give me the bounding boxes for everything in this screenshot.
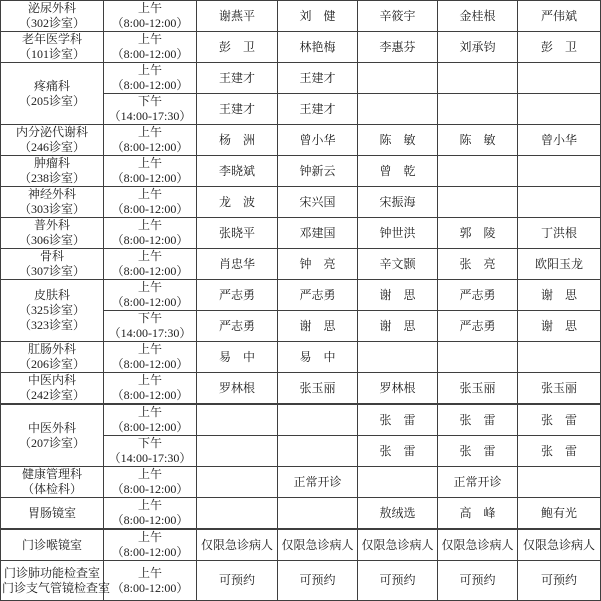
department-name: 皮肤科 — [33, 288, 70, 302]
schedule-cell: 龙 波 — [197, 187, 278, 218]
schedule-cell — [278, 498, 358, 530]
schedule-cell: 钟世洪 — [358, 218, 438, 249]
session-hours: （8:00-12:00） — [111, 140, 189, 154]
schedule-cell — [358, 63, 438, 94]
department-room: （101诊室） — [18, 47, 85, 61]
schedule-cell: 张玉丽 — [278, 373, 358, 405]
schedule-cell: 可预约 — [358, 561, 438, 601]
schedule-cell — [278, 436, 358, 467]
schedule-cell: 张 雷 — [358, 436, 438, 467]
session-hours: （8:00-12:00） — [111, 580, 189, 595]
department-name: 门诊支气管镜检查室 — [2, 580, 111, 595]
schedule-cell: 钟新云 — [278, 156, 358, 187]
department-room: （306诊室） — [18, 233, 85, 247]
session-time-cell — [104, 373, 197, 405]
session-time-cell — [104, 529, 197, 561]
schedule-cell: 金桂根 — [438, 1, 518, 32]
schedule-cell — [278, 404, 358, 436]
session-time-cell — [104, 63, 197, 94]
session-hours: （8:00-12:00） — [111, 264, 189, 278]
session-hours: （8:00-12:00） — [111, 47, 189, 61]
table-row — [1, 63, 601, 94]
schedule-cell: 仅限急诊病人 — [438, 529, 518, 561]
table-row — [1, 342, 601, 373]
schedule-cell: 敖绒选 — [358, 498, 438, 530]
session-time-cell — [104, 125, 197, 156]
table-row — [1, 125, 601, 156]
session-period: 上午 — [137, 1, 162, 15]
session-time-cell — [104, 249, 197, 280]
schedule-cell — [197, 498, 278, 530]
schedule-cell: 谢 思 — [358, 311, 438, 342]
schedule-cell: 张 雷 — [438, 436, 518, 467]
session-time-cell — [104, 218, 197, 249]
schedule-cell: 严志勇 — [197, 280, 278, 311]
schedule-cell — [518, 342, 601, 373]
schedule-cell: 谢 思 — [518, 311, 601, 342]
schedule-cell: 谢 思 — [358, 280, 438, 311]
session-time-cell — [104, 94, 197, 125]
session-time-cell — [104, 311, 197, 342]
schedule-cell — [518, 94, 601, 125]
schedule-cell: 辛文颢 — [358, 249, 438, 280]
schedule-cell: 谢 思 — [518, 280, 601, 311]
schedule-cell: 严志勇 — [278, 280, 358, 311]
department-name: 中医内科 — [27, 373, 76, 387]
department-cell — [1, 218, 104, 249]
schedule-cell: 杨 洲 — [197, 125, 278, 156]
schedule-cell: 彭 卫 — [518, 32, 601, 63]
session-period: 上午 — [137, 530, 162, 544]
department-room: （206诊室） — [18, 357, 85, 371]
session-hours: （14:00-17:30） — [108, 326, 192, 340]
session-hours: （14:00-17:30） — [108, 451, 192, 465]
table-row — [1, 404, 601, 436]
table-row — [1, 156, 601, 187]
schedule-cell: 可预约 — [278, 561, 358, 601]
schedule-cell: 钟 亮 — [278, 249, 358, 280]
department-cell — [1, 561, 111, 601]
schedule-cell: 张 雷 — [518, 404, 601, 436]
schedule-cell: 可预约 — [438, 561, 518, 601]
department-name: 肛肠外科 — [27, 342, 76, 356]
session-period: 下午 — [137, 94, 162, 108]
schedule-cell: 王建才 — [197, 63, 278, 94]
session-period: 上午 — [137, 125, 162, 139]
schedule-cell: 王建才 — [197, 94, 278, 125]
schedule-cell — [197, 467, 278, 498]
department-name: 泌尿外科 — [27, 1, 76, 15]
department-room: （325诊室） — [18, 303, 85, 317]
session-hours: （8:00-12:00） — [111, 171, 189, 185]
department-name: 神经外科 — [27, 187, 76, 201]
session-period: 上午 — [137, 565, 162, 580]
schedule-cell — [518, 187, 601, 218]
schedule-cell: 张晓平 — [197, 218, 278, 249]
department-name: 疼痛科 — [33, 78, 70, 93]
schedule-cell: 刘 健 — [278, 1, 358, 32]
session-hours: （8:00-12:00） — [111, 545, 189, 559]
department-room: （205诊室） — [18, 93, 85, 108]
schedule-cell: 郭 陵 — [438, 218, 518, 249]
department-cell — [1, 156, 104, 187]
department-cell — [1, 1, 104, 32]
department-room: （242诊室） — [18, 388, 85, 402]
schedule-cell: 可预约 — [197, 561, 278, 601]
schedule-cell: 张 雷 — [518, 436, 601, 467]
schedule-cell: 严伟斌 — [518, 1, 601, 32]
schedule-cell — [358, 342, 438, 373]
session-time-cell — [104, 342, 197, 373]
schedule-cell: 严志勇 — [438, 311, 518, 342]
schedule-cell: 张玉丽 — [518, 373, 601, 405]
schedule-cell — [197, 404, 278, 436]
session-period: 上午 — [137, 249, 162, 263]
table-row — [1, 32, 601, 63]
schedule-cell: 宋振海 — [358, 187, 438, 218]
schedule-cell: 肖忠华 — [197, 249, 278, 280]
schedule-cell: 李惠芬 — [358, 32, 438, 63]
session-period: 上午 — [137, 342, 162, 356]
department-name: 中医外科 — [27, 420, 76, 435]
table-row — [1, 467, 601, 498]
department-cell — [1, 373, 104, 405]
session-hours: （8:00-12:00） — [111, 513, 189, 527]
schedule-cell: 谢燕平 — [197, 1, 278, 32]
schedule-cell: 正常开诊 — [278, 467, 358, 498]
session-time-cell — [104, 187, 197, 218]
session-time-cell — [104, 280, 197, 311]
schedule-cell: 仅限急诊病人 — [278, 529, 358, 561]
department-name: 骨科 — [39, 249, 64, 263]
schedule-cell: 刘承钧 — [438, 32, 518, 63]
schedule-cell: 邓建国 — [278, 218, 358, 249]
table-row — [1, 218, 601, 249]
schedule-cell: 仅限急诊病人 — [197, 529, 278, 561]
session-hours: （8:00-12:00） — [111, 420, 189, 434]
session-period: 下午 — [137, 436, 162, 450]
department-name: 胃肠镜室 — [27, 505, 76, 520]
department-cell — [1, 498, 104, 530]
department-room: （207诊室） — [18, 435, 85, 450]
department-room: （302诊室） — [18, 16, 85, 30]
schedule-cell: 陈 敏 — [438, 125, 518, 156]
department-room: （238诊室） — [18, 171, 85, 185]
schedule-cell: 王建才 — [278, 94, 358, 125]
session-period: 上午 — [137, 63, 162, 77]
session-period: 上午 — [137, 280, 162, 294]
schedule-cell: 仅限急诊病人 — [518, 529, 601, 561]
schedule-cell — [358, 467, 438, 498]
session-time-cell — [104, 436, 197, 467]
session-period: 上午 — [137, 467, 162, 481]
schedule-cell: 林艳梅 — [278, 32, 358, 63]
department-room: （307诊室） — [18, 264, 85, 278]
schedule-cell: 严志勇 — [197, 311, 278, 342]
session-period: 上午 — [137, 187, 162, 201]
department-room: （323诊室） — [18, 318, 85, 332]
schedule-cell: 鲍有光 — [518, 498, 601, 530]
schedule-cell — [438, 187, 518, 218]
session-hours: （8:00-12:00） — [111, 78, 189, 92]
department-name: 肿瘤科 — [33, 156, 70, 170]
session-time-cell — [104, 561, 197, 601]
schedule-cell: 高 峰 — [438, 498, 518, 530]
department-cell — [1, 342, 104, 373]
session-time-cell — [104, 1, 197, 32]
session-period: 上午 — [137, 498, 162, 512]
session-hours: （8:00-12:00） — [111, 482, 189, 496]
schedule-cell — [358, 94, 438, 125]
session-hours: （8:00-12:00） — [111, 388, 189, 402]
department-name: 门诊喉镜室 — [21, 537, 82, 552]
department-room: （体检科） — [21, 482, 82, 496]
department-name: 门诊肺功能检查室 — [3, 565, 100, 580]
session-period: 下午 — [137, 311, 162, 325]
session-period: 上午 — [137, 218, 162, 232]
schedule-cell: 罗林根 — [358, 373, 438, 405]
table-row — [1, 249, 601, 280]
session-time-cell — [104, 156, 197, 187]
session-period: 上午 — [137, 32, 162, 46]
session-period: 上午 — [137, 373, 162, 387]
schedule-cell — [518, 467, 601, 498]
schedule-cell: 可预约 — [518, 561, 601, 601]
session-time-cell — [104, 404, 197, 436]
department-cell — [1, 125, 104, 156]
schedule-cell: 仅限急诊病人 — [358, 529, 438, 561]
session-hours: （8:00-12:00） — [111, 202, 189, 216]
table-row — [1, 498, 601, 530]
schedule-cell: 丁洪根 — [518, 218, 601, 249]
schedule-cell — [438, 94, 518, 125]
schedule-cell: 张 亮 — [438, 249, 518, 280]
schedule-cell — [438, 156, 518, 187]
session-hours: （14:00-17:30） — [108, 109, 192, 123]
department-name: 老年医学科 — [21, 32, 82, 46]
department-name: 健康管理科 — [21, 467, 82, 481]
schedule-cell: 辛筱宇 — [358, 1, 438, 32]
session-hours: （8:00-12:00） — [111, 357, 189, 371]
schedule-cell: 宋兴国 — [278, 187, 358, 218]
schedule-cell: 陈 敏 — [358, 125, 438, 156]
schedule-cell: 张 雷 — [438, 404, 518, 436]
department-cell — [1, 529, 104, 561]
session-period: 上午 — [137, 156, 162, 170]
department-cell — [1, 63, 104, 125]
schedule-cell: 曾小华 — [278, 125, 358, 156]
department-cell — [1, 404, 104, 467]
schedule-cell: 曾小华 — [518, 125, 601, 156]
department-cell — [1, 280, 104, 342]
session-time-cell — [104, 467, 197, 498]
schedule-cell: 欧阳玉龙 — [518, 249, 601, 280]
table-row — [1, 529, 601, 561]
schedule-cell: 张 雷 — [358, 404, 438, 436]
table-row — [1, 373, 601, 405]
session-time-cell — [104, 32, 197, 63]
schedule-cell: 张玉丽 — [438, 373, 518, 405]
department-name: 内分泌代谢科 — [15, 125, 88, 139]
session-hours: （8:00-12:00） — [111, 233, 189, 247]
department-room: （303诊室） — [18, 202, 85, 216]
department-name: 普外科 — [33, 218, 70, 232]
schedule-cell: 易 中 — [197, 342, 278, 373]
schedule-cell — [518, 63, 601, 94]
department-room: （246诊室） — [18, 140, 85, 154]
schedule-cell: 正常开诊 — [438, 467, 518, 498]
schedule-cell: 谢 思 — [278, 311, 358, 342]
session-hours: （8:00-12:00） — [111, 295, 189, 309]
schedule-cell — [518, 156, 601, 187]
table-row — [1, 1, 601, 32]
schedule-cell: 王建才 — [278, 63, 358, 94]
table-row — [1, 280, 601, 311]
department-cell — [1, 32, 104, 63]
schedule-cell: 李晓斌 — [197, 156, 278, 187]
schedule-cell: 曾 乾 — [358, 156, 438, 187]
schedule-cell — [438, 63, 518, 94]
department-cell — [1, 187, 104, 218]
schedule-cell: 严志勇 — [438, 280, 518, 311]
schedule-cell — [438, 342, 518, 373]
department-cell — [1, 249, 104, 280]
session-hours: （8:00-12:00） — [111, 16, 189, 30]
schedule-cell — [197, 436, 278, 467]
session-time-cell — [104, 498, 197, 530]
schedule-cell: 罗林根 — [197, 373, 278, 405]
schedule-cell: 彭 卫 — [197, 32, 278, 63]
table-row — [1, 187, 601, 218]
table-row — [1, 561, 601, 601]
session-period: 上午 — [137, 405, 162, 419]
schedule-cell: 易 中 — [278, 342, 358, 373]
department-cell — [1, 467, 104, 498]
